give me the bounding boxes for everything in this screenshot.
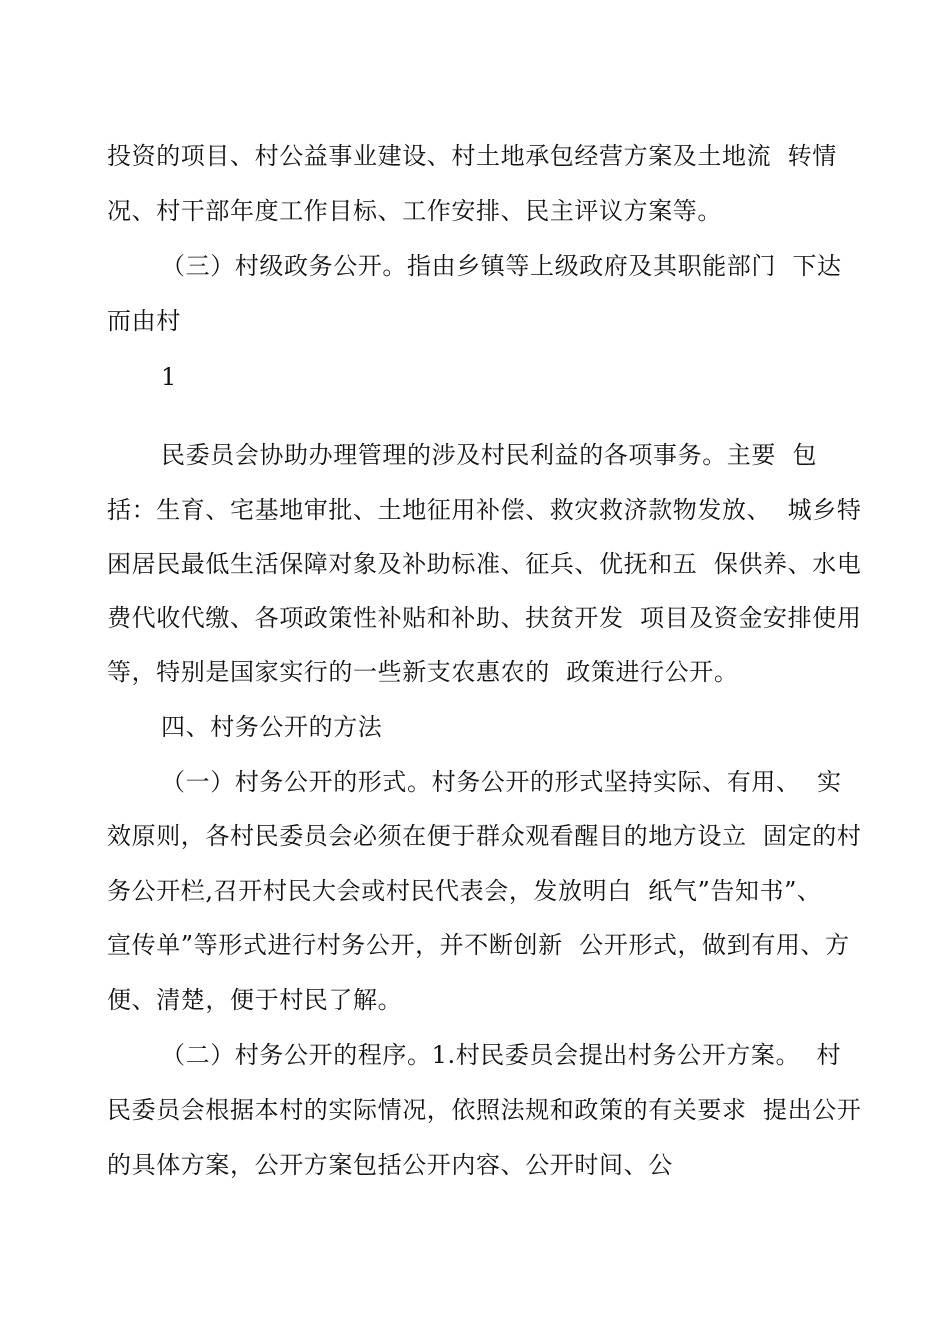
paragraph-line: 便、清楚，便于村民了解。 xyxy=(107,986,403,1014)
paragraph-line: 民委员会根据本村的实际情况，依照法规和政策的有关要求 提出公开 xyxy=(107,1096,862,1124)
paragraph-line: 民委员会协助办理管理的涉及村民利益的各项事务。主要 包 xyxy=(161,441,818,469)
paragraph-line: 而由村 xyxy=(107,307,181,335)
paragraph-line: 费代收代缴、各项政策性补贴和补助、扶贫开发 项目及资金安排使用 xyxy=(107,604,862,632)
paragraph-line: （二）村务公开的程序。1.村民委员会提出村务公开方案。 村 xyxy=(161,1041,842,1069)
paragraph-line: （一）村务公开的形式。村务公开的形式坚持实际、有用、 实 xyxy=(161,768,842,796)
section-heading: 四、村务公开的方法 xyxy=(161,713,383,741)
paragraph-line: 况、村干部年度工作目标、工作安排、民主评议方案等。 xyxy=(107,197,722,225)
page-number: 1 xyxy=(161,363,177,391)
paragraph-line: 括：生育、宅基地审批、土地征用补偿、救灾救济款物发放、 城乡特 xyxy=(107,496,862,524)
paragraph-line: 投资的项目、村公益事业建设、村土地承包经营方案及土地流 转情 xyxy=(107,142,837,170)
paragraph-line: 困居民最低生活保障对象及补助标准、征兵、优抚和五 保供养、水电 xyxy=(107,550,862,578)
paragraph-line: 的具体方案，公开方案包括公开内容、公开时间、公 xyxy=(107,1151,673,1179)
paragraph-line: （三）村级政务公开。指由乡镇等上级政府及其职能部门 下达 xyxy=(161,252,842,280)
paragraph-line: 效原则，各村民委员会必须在便于群众观看醒目的地方设立 固定的村 xyxy=(107,822,862,850)
paragraph-line: 宣传单”等形式进行村务公开，并不断创新 公开形式，做到有用、方 xyxy=(107,931,850,959)
paragraph-line: 等，特别是国家实行的一些新支农惠农的 政策进行公开。 xyxy=(107,658,739,686)
paragraph-line: 务公开栏,召开村民大会或村民代表会，发放明白 纸气”告知书”、 xyxy=(107,877,822,905)
